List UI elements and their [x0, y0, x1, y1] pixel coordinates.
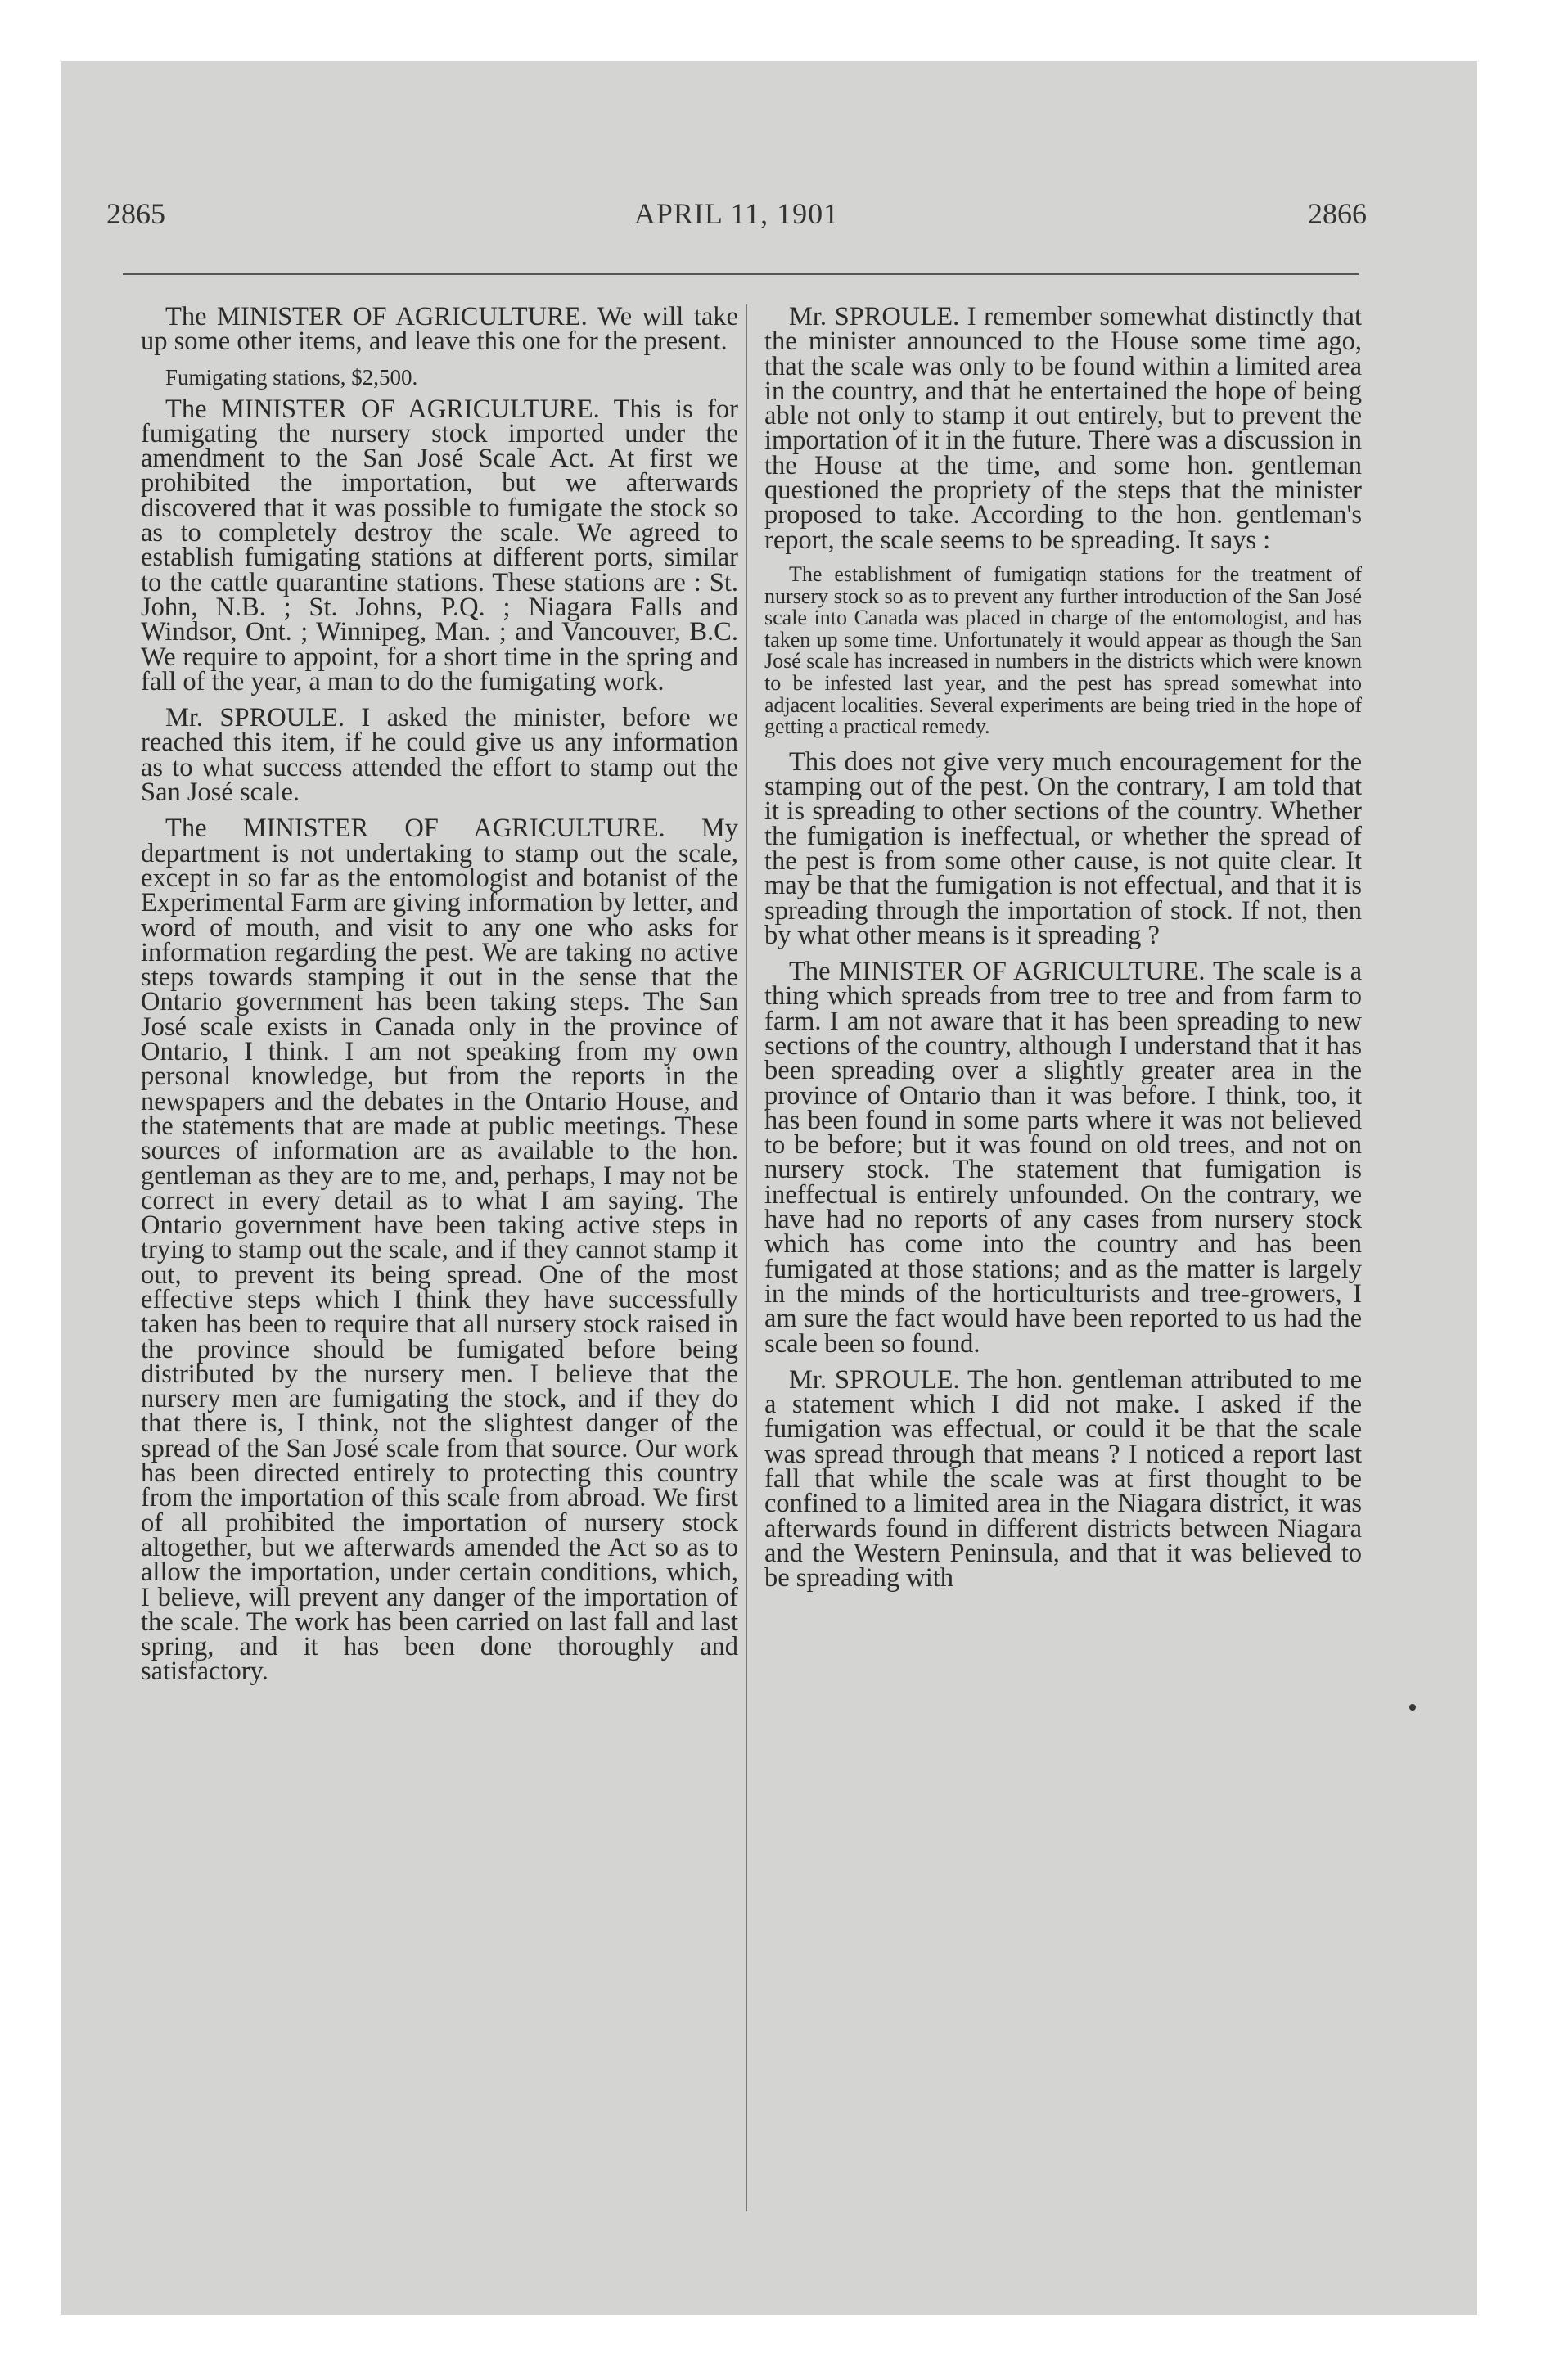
left-column — [141, 304, 738, 1696]
quoted-report: The establishment of fumigatiqn stations for the treatment of nursery stock so as to prevent any further introduction of the San José scale into Canada was placed in charge of the entomologist, and has taken up some time. Unfortunately it would appear as though the San José scale has increased in numbers in the districts which were known to be infested last year, and the pest has spread somewhat into adjacent localities. Several experiments are being tried in the hope of getting a practical remedy. — [764, 561, 1362, 739]
page-number-right: 2866 — [1308, 197, 1367, 230]
paragraph: Mr. SPROULE. I asked the minister, before we reached this item, if he could give us any information as to what success attended the effort to stamp out the San José scale. — [141, 703, 738, 808]
estimate-item: Fumigating stations, $2,500. — [165, 364, 418, 390]
header-rule — [123, 273, 1359, 277]
paragraph: The MINISTER OF AGRICULTURE. This is for fumigating the nursery stock imported under the amendment to the San José Scale Act. At first we prohibited the importation, but we afterwards discovered that it was possible to fumigate the stock so as to completely destroy the scale. We agreed to establish fumigating stations at different ports, similar to the cattle quarantine stations. These stations are : St. John, N.B. ; St. Johns, P.Q. ; Niagara Falls and Windsor, Ont. ; Winnipeg, Man. ; and Vancouver, B.C. We require to appoint, for a short time in the spring and fall of the year, a man to do the fumigating work. — [141, 394, 738, 696]
right-column — [764, 304, 1362, 1602]
paragraph: The MINISTER OF AGRICULTURE. We will take up some other items, and leave this one for the present. — [141, 302, 738, 357]
page-number-left: 2865 — [106, 197, 165, 230]
paragraph: Mr. SPROULE. The hon. gentleman attributed to me a statement which I did not make. I asked if the fumigation was effectual, or could it be that the scale was spread through that means ? I noticed a report last fall that while the scale was at first thought to be confined to a limited area in the Niagara district, it was afterwards found in different districts between Niagara and the Western Peninsula, and that it was believed to be spreading with — [764, 1364, 1362, 1593]
page-date: APRIL 11, 1901 — [633, 197, 840, 230]
paragraph: This does not give very much encouragement for the stamping out of the pest. On the contrary, I am told that it is spreading to other sections of the country. Whether the fumigation is ineffectual, or whether the spread of the pest is from some other cause, is not quite clear. It may be that the fumigation is not effectual, and that it is spreading through the importation of stock. If not, then by what other means is it spreading ? — [764, 746, 1362, 950]
margin-mark — [1409, 1704, 1416, 1711]
paragraph: The MINISTER OF AGRICULTURE. The scale is a thing which spreads from tree to tree and from farm to farm. I am not aware that it has been spreading to new sections of the country, although I understand that it has been spreading over a slightly greater area in the province of Ontario than it was before. I think, too, it has been found in some parts where it was not believed to be before; but it was found on old trees, and not on nursery stock. The statement that fumigation is ineffectual is entirely unfounded. On the contrary, we have had no reports of any cases from nursery stock which has come into the country and has been fumigated at those stations; and as the matter is largely in the minds of the horticulturists and tree-growers, I am sure the fact would have been reported to us had the scale been so found. — [764, 957, 1362, 1359]
paragraph: Mr. SPROULE. I remember somewhat distinctly that the minister announced to the House some time ago, that the scale was only to be found within a limited area in the country, and that he entertained the hope of being able not only to stamp it out entirely, but to prevent the importation of it in the future. There was a discussion in the House at the time, and some hon. gentleman questioned the propriety of the steps that the minister proposed to take. According to the hon. gentleman's report, the scale seems to be spreading. It says : — [764, 302, 1362, 555]
page-header — [106, 196, 1367, 246]
column-divider — [746, 304, 747, 2211]
paragraph: The MINISTER OF AGRICULTURE. My department is not undertaking to stamp out the scale, except in so far as the entomologist and botanist of the Experimental Farm are giving information by letter, and word of mouth, and visit to any one who asks for information regarding the pest. We are taking no active steps towards stamping it out in the sense that the Ontario government has been taking steps. The San José scale exists in Canada only in the province of Ontario, I think. I am not speaking from my own personal knowledge, but from the reports in the newspapers and the debates in the Ontario House, and the statements that are made at public meetings. These sources of information are as available to the hon. gentleman as they are to me, and, perhaps, I may not be correct in every detail as to what I am saying. The Ontario government have been taking active steps in trying to stamp out the scale, and if they cannot stamp it out, to prevent its being spread. One of the most effective steps which I think they have successfully taken has been to require that all nursery stock raised in the province should be fumigated before being distributed by the nursery men. I believe that the nursery men are fumigating the stock, and if they do that there is, I think, not the slightest danger of the spread of the San José scale from that source. Our work has been directed entirely to protecting this country from the importation of this scale from abroad. We first of all prohibited the importation of nursery stock altogether, but we afterwards amended the Act so as to allow the importation, under certain conditions, which, I believe, will prevent any danger of the importation of the scale. The work has been carried on last fall and last spring, and it has been done thoroughly and satisfactory. — [141, 814, 738, 1687]
